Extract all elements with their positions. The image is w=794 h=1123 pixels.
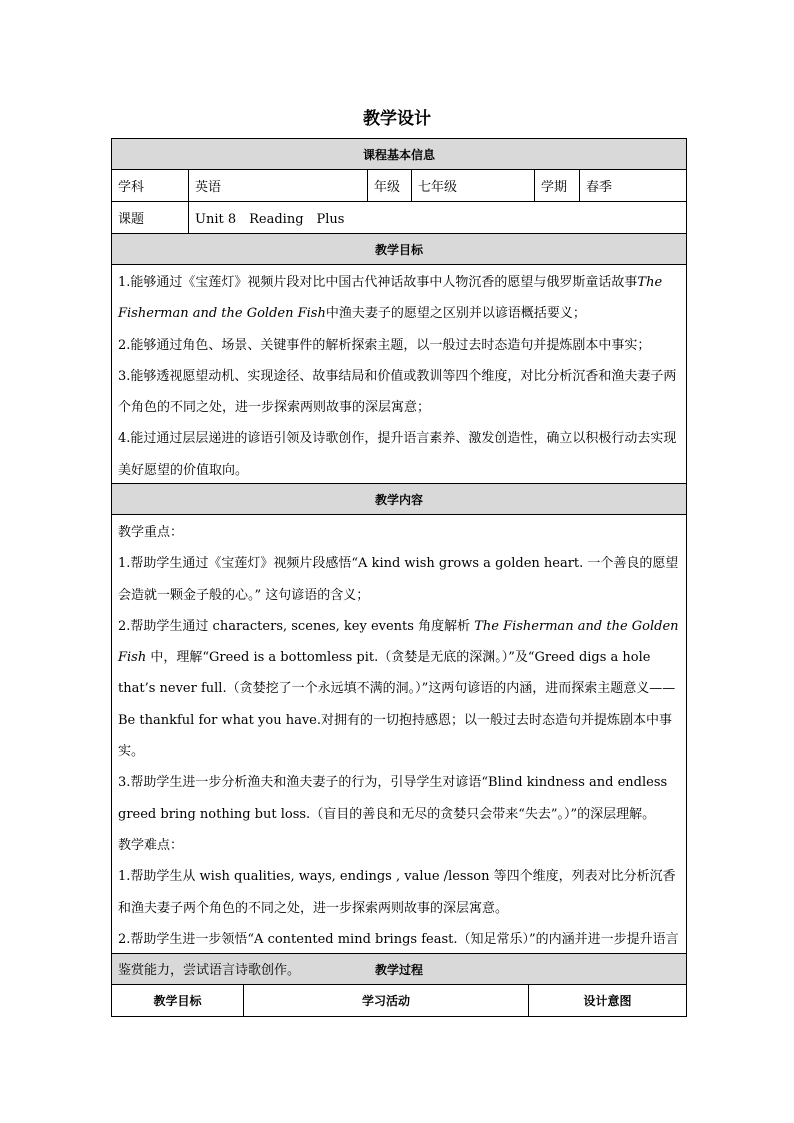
goal-2: 2.能够通过角色、场景、关键事件的解析探索主题，以一般过去时态造句并提炼剧本中事实； [118,337,651,353]
section-header-basic-info: 课程基本信息 [111,138,687,169]
key-point-2-text-end: 中，理解“Greed is a bottomless pit.（贪婪是无底的深渊。）”及“Greed digs a hole that’s never full.（贪婪挖了一个永远填不满的洞。）”这两句谚语的内涵，进而探索主题意义——Be thankful for what you have.对拥有的一切抱持感恩；以一般过去时态造句并提炼剧本中事实。 [118,650,676,760]
key-point-2-story-title: The Fisherman and the Golden Fish [118,618,679,666]
goal-1-text: 1.能够通过《宝莲灯》视频片段对比中国古代神话故事中人物沉香的愿望与俄罗斯童话故事 [118,275,638,290]
difficulties-label: 教学难点： [118,837,184,853]
grade-label: 年级 [367,170,411,201]
process-col-activities: 学习活动 [243,985,528,1016]
subject-value: 英语 [188,170,367,201]
key-point-2 [118,611,680,767]
key-point-1: 1.帮助学生通过《宝莲灯》视频片段感悟“A kind wish grows a golden heart. 一个善良的愿望会造就一颗金子般的心。” 这句谚语的含义； [118,556,679,603]
process-columns-row [111,984,687,1017]
key-points-label: 教学重点： [118,525,184,540]
process-col-goals: 教学目标 [153,994,202,1008]
topic-label: 课题 [118,212,145,227]
lesson-plan-table [111,138,687,1017]
goal-1-story-title: The Fisherman and the Golden Fish [118,275,663,322]
subject-label: 学科 [118,180,145,195]
key-point-2-text: 2.帮助学生通过 characters, scenes, key events 角度解析 [118,618,475,634]
goal-3: 3.能够透视愿望动机、实现途径、故事结局和价值或教训等四个维度，对比分析沉香和渔夫妻子两个角色的不同之处，进一步探索两则故事的深层寓意； [118,368,677,416]
term-label: 学期 [534,170,579,201]
term-value: 春季 [579,170,686,201]
goal-1-text-end: 中渔夫妻子的愿望之区别并以谚语概括要义； [325,306,586,322]
info-row-topic [111,201,687,233]
goals-body [111,264,687,483]
goal-1 [118,267,680,330]
topic-value: Unit 8 Reading Plus [188,202,686,233]
difficulty-2: 2.帮助学生进一步领悟“A contented mind brings feast.（知足常乐）”的内涵并进一步提升语言鉴赏能力，尝试语言诗歌创作。 [118,931,679,979]
process-col-intent: 设计意图 [528,985,686,1016]
section-header-goals: 教学目标 [111,233,687,264]
document-title: 教学设计 [363,109,431,129]
goal-4: 4.能过通过层层递进的谚语引领及诗歌创作，提升语言素养、激发创造性，确立以积极行动去实现美好愿望的价值取向。 [118,431,677,478]
info-row-subject [111,169,687,201]
key-point-3: 3.帮助学生进一步分析渔夫和渔夫妻子的行为，引导学生对谚语“Blind kindness and endless greed bring nothing but loss.（盲目的善良和无尽的贪婪只会带来“失去”。）”的深层理解。 [118,775,668,822]
difficulty-1: 1.帮助学生从 wish qualities, ways, endings , value /lesson 等四个维度，列表对比分析沉香和渔夫妻子两个角色的不同之处，进一步探索两则故事的深层寓意。 [118,869,676,916]
grade-value: 七年级 [411,170,534,201]
section-header-content: 教学内容 [111,483,687,514]
section-header-process: 教学过程 [111,953,687,984]
